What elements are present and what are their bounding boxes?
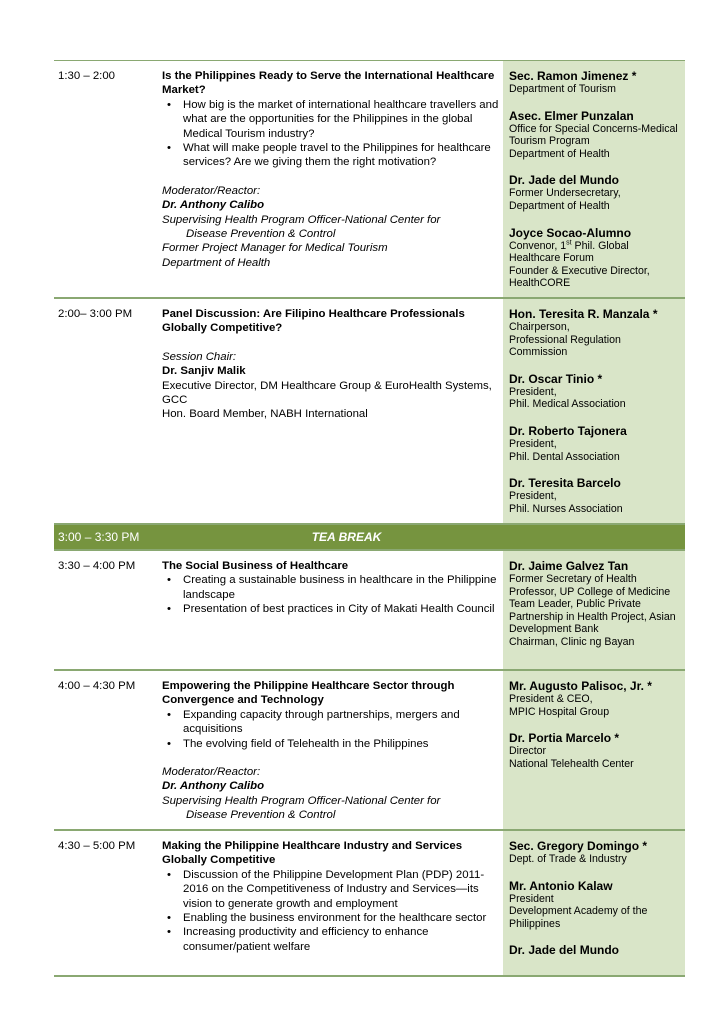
speaker-name: Sec. Ramon Jimenez *: [509, 69, 637, 83]
bullet-list: [162, 868, 499, 954]
speaker-title: Founder & Executive Director, HealthCORE: [509, 264, 650, 290]
speaker-name: Dr. Jade del Mundo: [509, 943, 620, 958]
speaker-title: Development Academy of the Philippines: [509, 905, 648, 930]
speaker-name: Sec. Gregory Domingo *: [509, 839, 648, 853]
session-cell: [154, 551, 503, 669]
speaker: [509, 109, 679, 161]
moderator-name: Dr. Anthony Calibo: [162, 780, 265, 793]
list-item: • Enabling the business environment for the healthcare sector: [183, 911, 499, 925]
speaker-title: MPIC Hospital Group: [509, 705, 610, 718]
speaker-title: Office for Special Concerns-Medical Tourism Program: [509, 122, 678, 148]
speaker-title: Former Secretary of Health: [509, 573, 637, 585]
speaker: [509, 307, 679, 359]
speaker-title: President & CEO,: [509, 693, 593, 705]
speaker-title: Department of Health: [509, 147, 610, 160]
speaker-title: Phil. Medical Association: [509, 398, 626, 411]
session-cell: [154, 299, 503, 523]
speaker-title: President,: [509, 490, 557, 503]
agenda-row: [54, 831, 685, 977]
list-item: • Increasing productivity and efficiency to enhance consumer/patient welfare: [183, 925, 499, 954]
speaker-name: Dr. Jade del Mundo: [509, 173, 620, 188]
moderator-label: Moderator/Reactor:: [162, 766, 261, 779]
time-cell: 4:00 – 4:30 PM: [54, 671, 154, 829]
speaker-title: President: [509, 892, 554, 905]
moderator-title: Disease Prevention & Control: [186, 809, 336, 822]
speaker-name: Mr. Antonio Kalaw: [509, 878, 613, 893]
speaker: [509, 372, 679, 411]
speaker: [509, 731, 679, 770]
agenda-row: [54, 671, 685, 831]
speakers-cell: [503, 671, 685, 829]
list-item: • What will make people travel to the Philippines for healthcare services? Are we giving them the right motivation?: [183, 141, 499, 170]
speakers-cell: [503, 299, 685, 523]
list-item: • Expanding capacity through partnerships, mergers and acquisitions: [183, 708, 499, 737]
speaker-name: Hon. Teresita R. Manzala *: [509, 307, 658, 321]
speaker-title: Team Leader, Public Private Partnership in Health Project, Asian Development Bank: [509, 598, 676, 636]
speaker-title: Phil. Dental Association: [509, 450, 620, 463]
bullet-list: [162, 98, 499, 170]
speaker-name: Dr. Teresita Barcelo: [509, 476, 621, 491]
speaker: [509, 226, 679, 290]
session-cell: [154, 831, 503, 975]
tea-break-label: TEA BREAK: [311, 529, 382, 544]
agenda-table: [54, 60, 685, 977]
speaker-title: Convenor, 1st Phil. Global Healthcare Forum: [509, 239, 629, 265]
speaker-name: Dr. Roberto Tajonera: [509, 423, 627, 438]
tea-break-row: [54, 525, 685, 551]
speaker-title: Phil. Nurses Association: [509, 502, 623, 515]
speaker-title: President,: [509, 385, 557, 398]
moderator-title: Former Project Manager for Medical Tourism: [162, 242, 388, 255]
speaker-title: Dept. of Trade & Industry: [509, 853, 627, 865]
speakers-cell: [503, 551, 685, 669]
speaker-title: Director: [509, 745, 547, 758]
speaker: [509, 879, 679, 931]
speaker-name: Mr. Augusto Palisoc, Jr. *: [509, 679, 652, 693]
session-chair-title: Hon. Board Member, NABH International: [162, 408, 368, 421]
speaker: [509, 173, 679, 212]
session-title: Panel Discussion: Are Filipino Healthcare Professionals Globally Competitive?: [162, 308, 465, 335]
speaker-title: Chairman, Clinic ng Bayan: [509, 635, 635, 648]
agenda-row: [54, 299, 685, 525]
speaker-title: National Telehealth Center: [509, 757, 634, 770]
bullet-list: [162, 708, 499, 751]
speaker-name: Joyce Socao-Alumno: [509, 225, 632, 240]
speaker: [509, 839, 679, 866]
speaker-title: Professor, UP College of Medicine: [509, 585, 671, 598]
speakers-cell: [503, 61, 685, 297]
time-cell: 2:00– 3:00 PM: [54, 299, 154, 523]
speaker-title: President,: [509, 437, 557, 450]
time-cell: 3:00 – 3:30 PM: [58, 529, 140, 544]
session-cell: [154, 61, 503, 297]
speaker-title: Professional Regulation Commission: [509, 333, 621, 359]
speaker: [509, 476, 679, 515]
speakers-cell: [503, 831, 685, 975]
speaker-title: Department of Health: [509, 199, 610, 212]
session-title: Empowering the Philippine Healthcare Sector through Convergence and Technology: [162, 680, 455, 707]
speaker: [509, 424, 679, 463]
speaker: [509, 679, 679, 718]
session-cell: [154, 671, 503, 829]
session-chair-title: Executive Director, DM Healthcare Group & EuroHealth Systems, GCC: [162, 379, 492, 407]
speaker-name: Dr. Jaime Galvez Tan: [509, 559, 629, 573]
list-item: • Creating a sustainable business in healthcare in the Philippine landscape: [183, 573, 499, 602]
moderator-title: Supervising Health Program Officer-National Center for: [162, 213, 441, 226]
list-item: • Presentation of best practices in City of Makati Health Council: [183, 602, 499, 616]
bullet-list: [162, 573, 499, 616]
list-item: • The evolving field of Telehealth in the Philippines: [183, 737, 499, 751]
agenda-row: [54, 61, 685, 299]
session-title: The Social Business of Healthcare: [162, 560, 349, 572]
time-cell: 1:30 – 2:00: [54, 61, 154, 297]
session-chair-name: Dr. Sanjiv Malik: [162, 365, 246, 378]
speaker: [509, 943, 679, 957]
speaker: [509, 69, 679, 96]
moderator-title: Supervising Health Program Officer-National Center for: [162, 794, 441, 807]
moderator-name: Dr. Anthony Calibo: [162, 199, 265, 212]
moderator-title: Department of Health: [162, 256, 271, 269]
speaker-title: Chairperson,: [509, 321, 570, 333]
speaker-name: Dr. Oscar Tinio *: [509, 371, 603, 386]
moderator-label: Moderator/Reactor:: [162, 184, 261, 197]
list-item: • How big is the market of international healthcare travellers and what are the opportunities for the Philippines in the global Medical Tourism industry?: [183, 98, 499, 141]
time-cell: 3:30 – 4:00 PM: [54, 551, 154, 669]
speaker-name: Dr. Portia Marcelo *: [509, 731, 620, 746]
speaker-name: Asec. Elmer Punzalan: [509, 108, 634, 123]
speaker: [509, 559, 679, 649]
moderator-title: Disease Prevention & Control: [186, 228, 336, 241]
speaker-title: Former Undersecretary,: [509, 187, 621, 200]
session-chair-label: Session Chair:: [162, 350, 237, 363]
time-cell: 4:30 – 5:00 PM: [54, 831, 154, 975]
session-title: Making the Philippine Healthcare Industry and Services Globally Competitive: [162, 840, 463, 867]
agenda-row: [54, 551, 685, 671]
speaker-title: Department of Tourism: [509, 83, 616, 95]
session-title: Is the Philippines Ready to Serve the International Healthcare Market?: [162, 70, 495, 97]
list-item: • Discussion of the Philippine Development Plan (PDP) 2011-2016 on the Competitiveness of Industry and Services—its vision to generate growth and employment: [183, 868, 499, 911]
